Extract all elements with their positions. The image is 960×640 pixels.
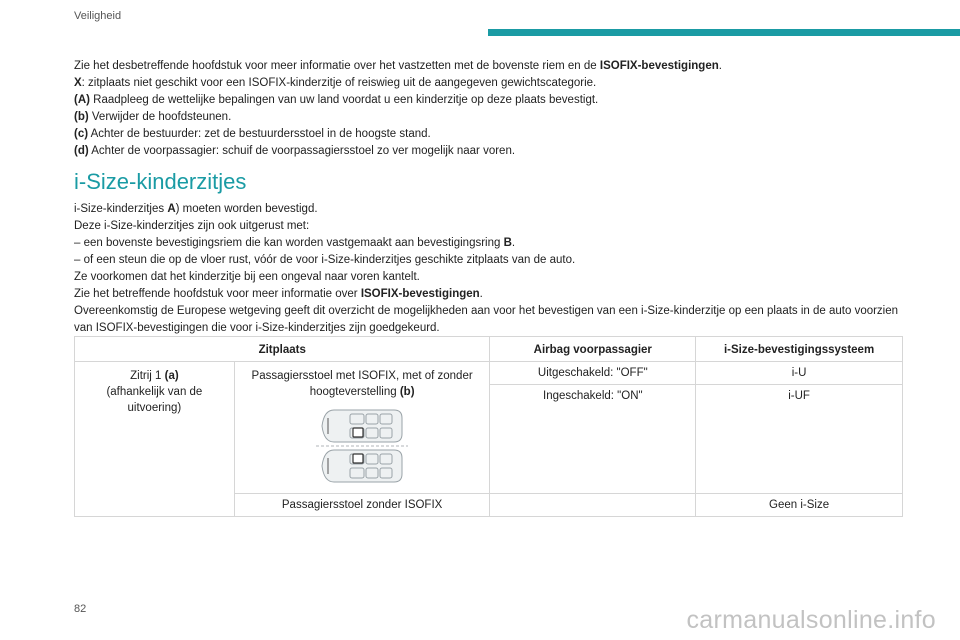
- system-on-cell: i-UF: [696, 385, 903, 494]
- note-b: [74, 109, 904, 126]
- section-p2: Deze i-Size-kinderzitjes zijn ook uitgerust met:: [74, 220, 310, 232]
- section-p3-post: .: [511, 237, 516, 249]
- note-b-text: Verwijder de hoofdsteunen.: [88, 111, 232, 123]
- watermark: carmanualsonline.info: [686, 606, 936, 634]
- section-p5: Ze voorkomen dat het kinderzitje bij een ongeval naar voren kantelt.: [74, 271, 420, 283]
- note-a-key: (A): [74, 94, 90, 106]
- note-a-text: Raadpleeg de wettelijke bepalingen van uw land voordat u een kinderzitje op deze plaats bevestigt.: [89, 94, 599, 106]
- section-p4: – of een steun die op de vloer rust, vóór de voor i-Size-kinderzitjes geschikte zitplaats van de auto.: [74, 254, 576, 266]
- seat-no-isofix-cell: Passagiersstoel zonder ISOFIX: [234, 494, 490, 517]
- section-p1-post: ) moeten worden bevestigd.: [175, 203, 318, 215]
- section-p6-bold: ISOFIX-bevestigingen: [360, 288, 480, 300]
- seat-isofix-text: Passagiersstoel met ISOFIX, met of zonder hoogteverstelling: [251, 370, 473, 398]
- header-section-label: Veiligheid: [74, 10, 122, 22]
- airbag-off-cell: Uitgeschakeld: "OFF": [490, 362, 696, 385]
- section-p6: [74, 286, 904, 303]
- intro-line-2: [74, 75, 904, 92]
- note-b-key: (b): [74, 111, 89, 123]
- section-p1-bold: A: [167, 203, 176, 215]
- note-d: [74, 143, 904, 160]
- row-label-line1-bold: (a): [164, 370, 179, 382]
- header-system: i-Size-bevestigingssysteem: [696, 337, 903, 362]
- table-row: [75, 362, 903, 385]
- section-p1: [74, 201, 904, 218]
- header-airbag: Airbag voorpassagier: [490, 337, 696, 362]
- note-c-text: Achter de bestuurder: zet de bestuurdersstoel in de hoogste stand.: [88, 128, 431, 140]
- section-p1-pre: i-Size-kinderzitjes: [74, 203, 168, 215]
- section-p3-bold: B: [503, 237, 512, 249]
- seat-isofix-bold: (b): [399, 386, 415, 398]
- section-p6-pre: Zie het betreffende hoofdstuk voor meer informatie over: [74, 288, 361, 300]
- section-p3: [74, 235, 904, 252]
- page-content: [74, 58, 904, 337]
- intro-line-1-bold: ISOFIX-bevestigingen: [599, 60, 719, 72]
- section-p3-pre: – een bovenste bevestigingsriem die kan worden vastgemaakt aan bevestigingsring: [74, 237, 504, 249]
- car-top-view-icon: [322, 410, 402, 442]
- page-number: 82: [74, 603, 87, 615]
- airbag-on-cell: Ingeschakeld: "ON": [490, 385, 696, 494]
- row-label-line2: (afhankelijk van de uitvoering): [106, 386, 203, 414]
- note-c-key: (c): [74, 128, 89, 140]
- section-p6-post: .: [479, 288, 483, 300]
- row-label-cell: [75, 362, 235, 517]
- table-header-row: [75, 337, 903, 362]
- airbag-empty-cell: [490, 494, 696, 517]
- note-c: [74, 126, 904, 143]
- car-top-view-icon-2: [322, 450, 402, 482]
- header-accent-bar: [488, 29, 960, 36]
- system-off-cell: i-U: [696, 362, 903, 385]
- seat-isofix-cell: [234, 362, 490, 494]
- section-title: i-Size-kinderzitjes: [74, 169, 247, 194]
- intro-line-1: [74, 58, 904, 75]
- note-d-key: (d): [74, 145, 89, 157]
- header-zitplaats: Zitplaats: [75, 337, 490, 362]
- section-p7: Overeenkomstig de Europese wetgeving geeft dit overzicht de mogelijkheden aan voor het bevestigen van een i-Size-kinderzitje op een plaats in de auto voorzien van ISOFIX-bevestigingen die voor i-Size-kinderzitjes zijn goedgekeurd.: [74, 305, 899, 334]
- intro-line-1-end: .: [718, 60, 722, 72]
- intro-line-2-key: X: [74, 77, 82, 89]
- note-d-text: Achter de voorpassagier: schuif de voorpassagiersstoel zo ver mogelijk naar voren.: [88, 145, 516, 157]
- row-label-line1: Zitrij 1: [130, 370, 165, 382]
- intro-line-1-text: Zie het desbetreffende hoofdstuk voor meer informatie over het vastzetten met de bovenste riem en de: [74, 60, 600, 72]
- system-none-cell: Geen i-Size: [696, 494, 903, 517]
- car-seat-diagram-icon: [314, 406, 410, 486]
- note-a: [74, 92, 904, 109]
- isize-table: [74, 336, 903, 517]
- intro-line-2-text: : zitplaats niet geschikt voor een ISOFIX-kinderzitje of reiswieg uit de aangegeven gewichtscategorie.: [81, 77, 597, 89]
